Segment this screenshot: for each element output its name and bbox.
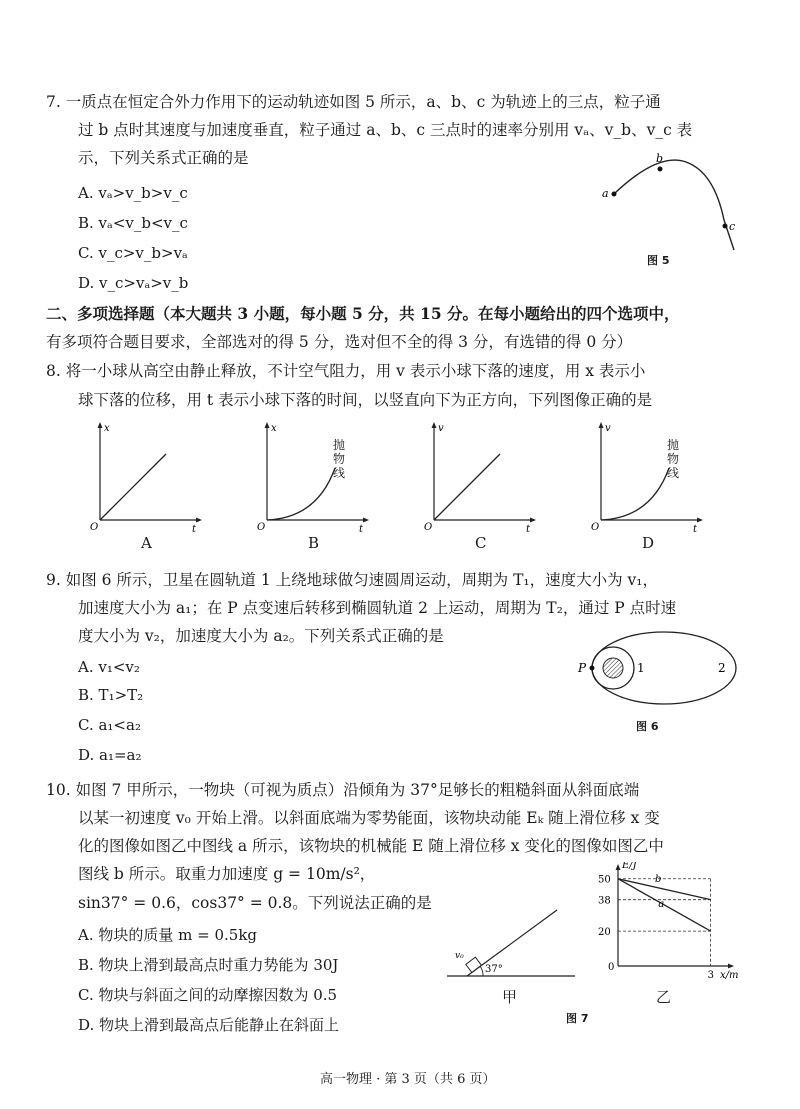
q9-line3: 度大小为 v₂，加速度大小为 a₂。下列关系式正确的是	[78, 627, 444, 645]
q9-option-d: D. a₁=a₂	[78, 746, 142, 764]
q10-option-c: C. 物块与斜面之间的动摩擦因数为 0.5	[78, 986, 338, 1004]
point-b	[658, 167, 663, 172]
svg-text:t: t	[359, 524, 364, 532]
figure-6-caption: 图 6	[636, 720, 659, 733]
q7-option-a: A. vₐ>v_b>v_c	[78, 184, 188, 202]
q8-line2: 球下落的位移，用 t 表示小球下落的时间，以竖直向下为正方向，下列图像正确的是	[78, 391, 653, 409]
figure-5	[596, 150, 746, 270]
graph-a-line	[100, 454, 166, 520]
svg-text:x: x	[271, 423, 277, 434]
figure-7-yi-label: 乙	[656, 988, 672, 1006]
figure-7-jia-label: 甲	[502, 988, 518, 1006]
svg-text:P: P	[578, 661, 587, 675]
y-tick-label: 20	[598, 927, 611, 939]
q10-line4: 图线 b 所示。取重力加速度 g = 10m/s²，	[78, 865, 376, 883]
graph-c-label: C	[475, 534, 487, 552]
q10-line3: 化的图像如图乙中图线 a 所示，该物块的机械能 E 随上滑位移 x 变化的图像如图乙中	[78, 837, 664, 855]
svg-text:v₀: v₀	[455, 951, 464, 961]
page-footer: 高一物理 · 第 3 页（共 6 页）	[320, 1072, 496, 1087]
svg-text:37°: 37°	[485, 964, 503, 975]
q9-line2: 加速度大小为 a₁；在 P 点变速后转移到椭圆轨道 2 上运动，周期为 T₂，通过 P 点时速	[78, 599, 677, 617]
section2-line2: 有多项符合题目要求，全部选对的得 5 分，选对但不全的得 3 分，有选错的得 0 分）	[46, 333, 633, 351]
y-tick-label: 38	[598, 895, 611, 907]
label-b: b	[656, 152, 664, 165]
svg-text:O: O	[257, 522, 266, 532]
y-axis-label: E/J	[622, 862, 637, 871]
q7-line3: 示，下列关系式正确的是	[78, 149, 249, 167]
origin-label: 0	[608, 962, 615, 973]
q10-option-b: B. 物块上滑到最高点时重力势能为 30J	[78, 956, 339, 974]
graph-d	[589, 420, 709, 532]
svg-text:t: t	[526, 524, 531, 532]
earth	[603, 658, 623, 678]
svg-text:2: 2	[718, 661, 726, 675]
graph-c	[422, 420, 542, 532]
svg-text:O: O	[424, 522, 433, 532]
q10-line2: 以某一初速度 v₀ 开始上滑。以斜面底端为零势能面，该物块动能 Eₖ 随上滑位移 x 变	[78, 809, 660, 827]
figure-5-caption: 图 5	[647, 254, 670, 267]
svg-text:O: O	[591, 522, 600, 532]
graph-c-line	[434, 454, 500, 520]
figure-7-jia	[445, 908, 585, 988]
graph-b-curve	[267, 468, 335, 520]
figure-7-yi-chart	[590, 862, 740, 982]
x-tick-label: 3	[707, 970, 714, 981]
q7-line1: 7. 一质点在恒定合外力作用下的运动轨迹如图 5 所示，a、b、c 为轨迹上的三点，粒子通	[46, 93, 661, 111]
q10-line1: 10. 如图 7 甲所示，一物块（可视为质点）沿倾角为 37°足够长的粗糙斜面从斜面底端	[46, 781, 640, 799]
q9-line1: 9. 如图 6 所示，卫星在圆轨道 1 上绕地球做匀速圆周运动，周期为 T₁，速度大小为 v₁，	[46, 571, 659, 589]
graph-b	[255, 420, 375, 532]
q10-option-d: D. 物块上滑到最高点后能静止在斜面上	[78, 1016, 340, 1034]
y-tick-label: 50	[598, 874, 611, 886]
q9-option-a: A. v₁<v₂	[78, 658, 140, 676]
graph-a	[88, 420, 208, 532]
label-a: a	[602, 187, 609, 200]
series-line-b	[618, 879, 711, 900]
q10-line5: sin37° = 0.6，cos37° = 0.8。下列说法正确的是	[78, 894, 432, 912]
svg-text:v: v	[605, 423, 611, 434]
svg-text:v: v	[438, 423, 444, 434]
svg-text:t: t	[693, 524, 698, 532]
graph-a-label: A	[141, 534, 152, 552]
point-c	[723, 224, 728, 229]
graph-d-curve-label: 抛物线	[667, 438, 680, 480]
graph-d-curve	[601, 468, 669, 520]
series-line-a	[618, 879, 711, 931]
point-a	[612, 192, 617, 197]
q7-option-d: D. v_c>vₐ>v_b	[78, 274, 189, 292]
svg-text:O: O	[90, 522, 99, 532]
x-axis-label: x/m	[720, 970, 739, 981]
point-p	[590, 666, 595, 671]
svg-text:x: x	[104, 423, 110, 434]
q7-line2: 过 b 点时其速度与加速度垂直，粒子通过 a、b、c 三点时的速率分别用 vₐ、v_b、v_c 表	[78, 121, 693, 139]
series-label-a: a	[658, 898, 665, 910]
q9-option-c: C. a₁<a₂	[78, 716, 141, 734]
graph-b-curve-label: 抛物线	[333, 438, 346, 480]
graph-b-label: B	[308, 534, 320, 552]
graph-d-label: D	[642, 534, 655, 552]
svg-text:t: t	[192, 524, 197, 532]
q9-option-b: B. T₁>T₂	[78, 686, 144, 704]
x-axis-arrow	[728, 964, 734, 969]
section2-title: 二、多项选择题（本大题共 3 小题，每小题 5 分，共 15 分。在每小题给出的四个选项中，	[46, 304, 680, 323]
series-label-b: b	[655, 874, 662, 886]
q7-option-c: C. v_c>v_b>vₐ	[78, 244, 188, 262]
q8-line1: 8. 将一小球从高空由静止释放，不计空气阻力，用 v 表示小球下落的速度，用 x 表示小	[46, 362, 646, 380]
label-c: c	[729, 220, 736, 233]
y-axis-arrow	[616, 864, 621, 870]
trajectory-curve	[614, 160, 734, 250]
svg-text:1: 1	[637, 661, 645, 675]
q10-option-a: A. 物块的质量 m = 0.5kg	[78, 926, 258, 944]
q7-option-b: B. vₐ<v_b<v_c	[78, 214, 188, 232]
figure-6	[568, 630, 748, 714]
block	[466, 957, 482, 972]
figure-7-caption: 图 7	[566, 1012, 589, 1025]
